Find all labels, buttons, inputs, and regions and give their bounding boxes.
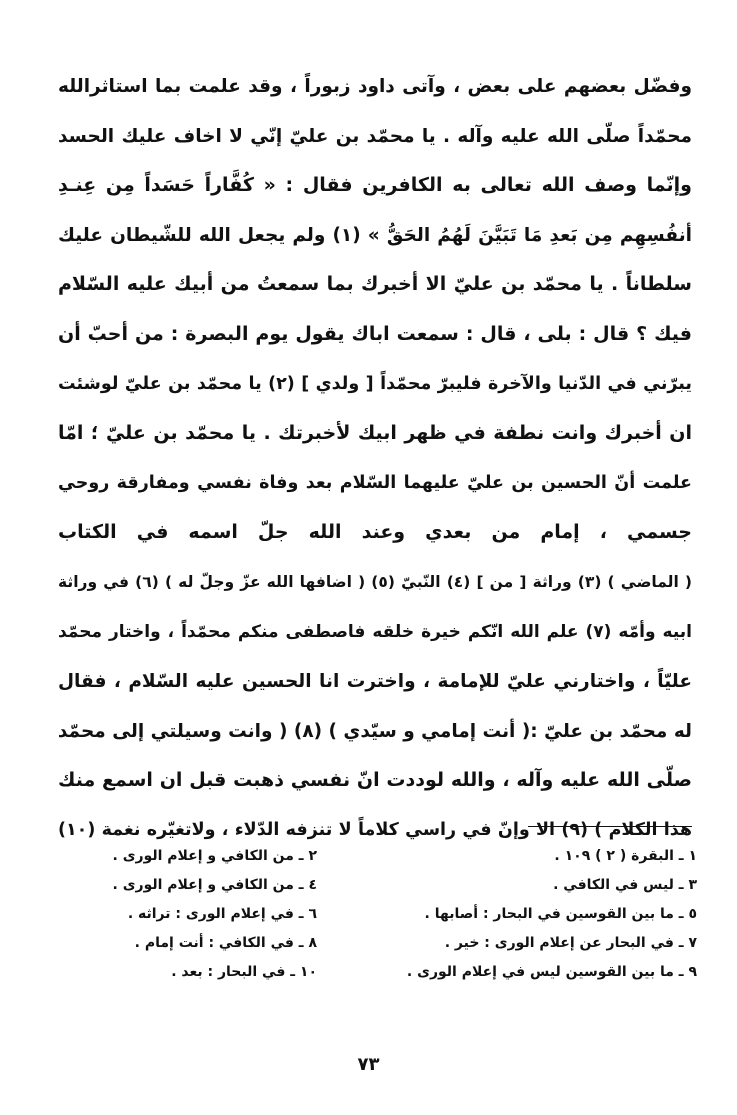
text-line: وفضّل بعضهم على بعض ، وآتى داود زبوراً ، وقد علمت بما استاثرالله [58,76,692,97]
footnote: ٧ ـ في البحار عن إعلام الورى : خير . [444,935,697,951]
text-line: له محمّد بن عليّ :( أنت إمامي و سيّدي ) (٨) ( وانت وسيلتي إلى محمّد [57,720,692,742]
footnotes-left-column [57,842,317,987]
footnote: ٨ ـ في الكافي : أنت إمام . [134,935,317,951]
footnote-divider [528,826,692,827]
footnote: ١ ـ البقرة ( ٢ ) ١٠٩ . [554,848,697,864]
text-line: فيك ؟ قال : بلى ، قال : سمعت اباك يقول يوم البصرة : من أحبّ أن [58,322,692,345]
text-line: صلّى الله عليه وآله ، والله لوددت انّ نفسي ذهبت قبل ان اسمع منك [58,769,692,792]
text-line: سلطاناً . يا محمّد بن عليّ الا أخبرك بما سمعتُ من أبيك عليه السّلام [58,273,692,296]
footnotes-right-column [367,842,697,987]
text-line: وإنّما وصف الله تعالى به الكافرين فقال : « كُفَّاراً حَسَداً مِن عِنـدِ [58,174,692,197]
footnote: ٣ ـ ليس في الكافي . [553,877,697,893]
text-line: عليّاً ، واختارني عليّ للإمامة ، واخترت انا الحسين عليه السّلام ، فقال [58,671,692,693]
text-line: محمّداً صلّى الله عليه وآله . يا محمّد بن عليّ إنّي لا اخاف عليك الحسد [58,125,692,147]
text-line: جسمي ، إمام من بعدي وعند الله جلّ اسمه في الكتاب [58,521,692,544]
footnote: ٢ ـ من الكافي و إعلام الورى . [112,848,317,864]
footnote: ١٠ ـ في البحار : بعد . [171,964,317,980]
text-line: علمت أنّ الحسين بن عليّ عليهما السّلام بعد وفاة نفسي ومفارقة روحي [58,472,692,493]
main-text [58,62,692,856]
text-line: يبرّني في الدّنيا والآخرة فليبرّ محمّداً [ ولدي ] (٢) يا محمّد بن عليّ لوشئت [58,373,692,394]
text-line: ابيه وأمّه (٧) علم الله انّكم خيرة خلقه فاصطفى منكم محمّداً ، واختار محمّد [58,621,692,642]
footnote: ٦ ـ في إعلام الورى : تراثه . [127,906,317,922]
footnote: ٤ ـ من الكافي و إعلام الورى . [112,877,317,893]
footnote: ٥ ـ ما بين القوسين في البحار : أصابها . [424,906,697,922]
text-line: ( الماضي ) (٣) وراثة [ من ] (٤) النّبيّ (٥) ( اضافها الله عزّ وجلّ له ) (٦) في وراثة [58,572,692,591]
text-line: هذا الكلام ) (٩) الا وإنّ في راسي كلاماً لا تنزفه الدّلاء ، ولاتغيّره نغمة (١٠) [58,819,693,840]
text-line: أنفُسِهِم مِن بَعدِ مَا تَبَيَّنَ لَهُمُ الحَقُّ » (١) ولم يجعل الله للشّيطان عليك [58,224,692,246]
footnote: ٩ ـ ما بين القوسين ليس في إعلام الورى . [406,964,697,980]
page-number: ٧٣ [357,1054,380,1075]
text-line: ان أخبرك وانت نطفة في ظهر ابيك لأخبرتك . يا محمّد بن عليّ ؛ امّا [58,422,692,445]
